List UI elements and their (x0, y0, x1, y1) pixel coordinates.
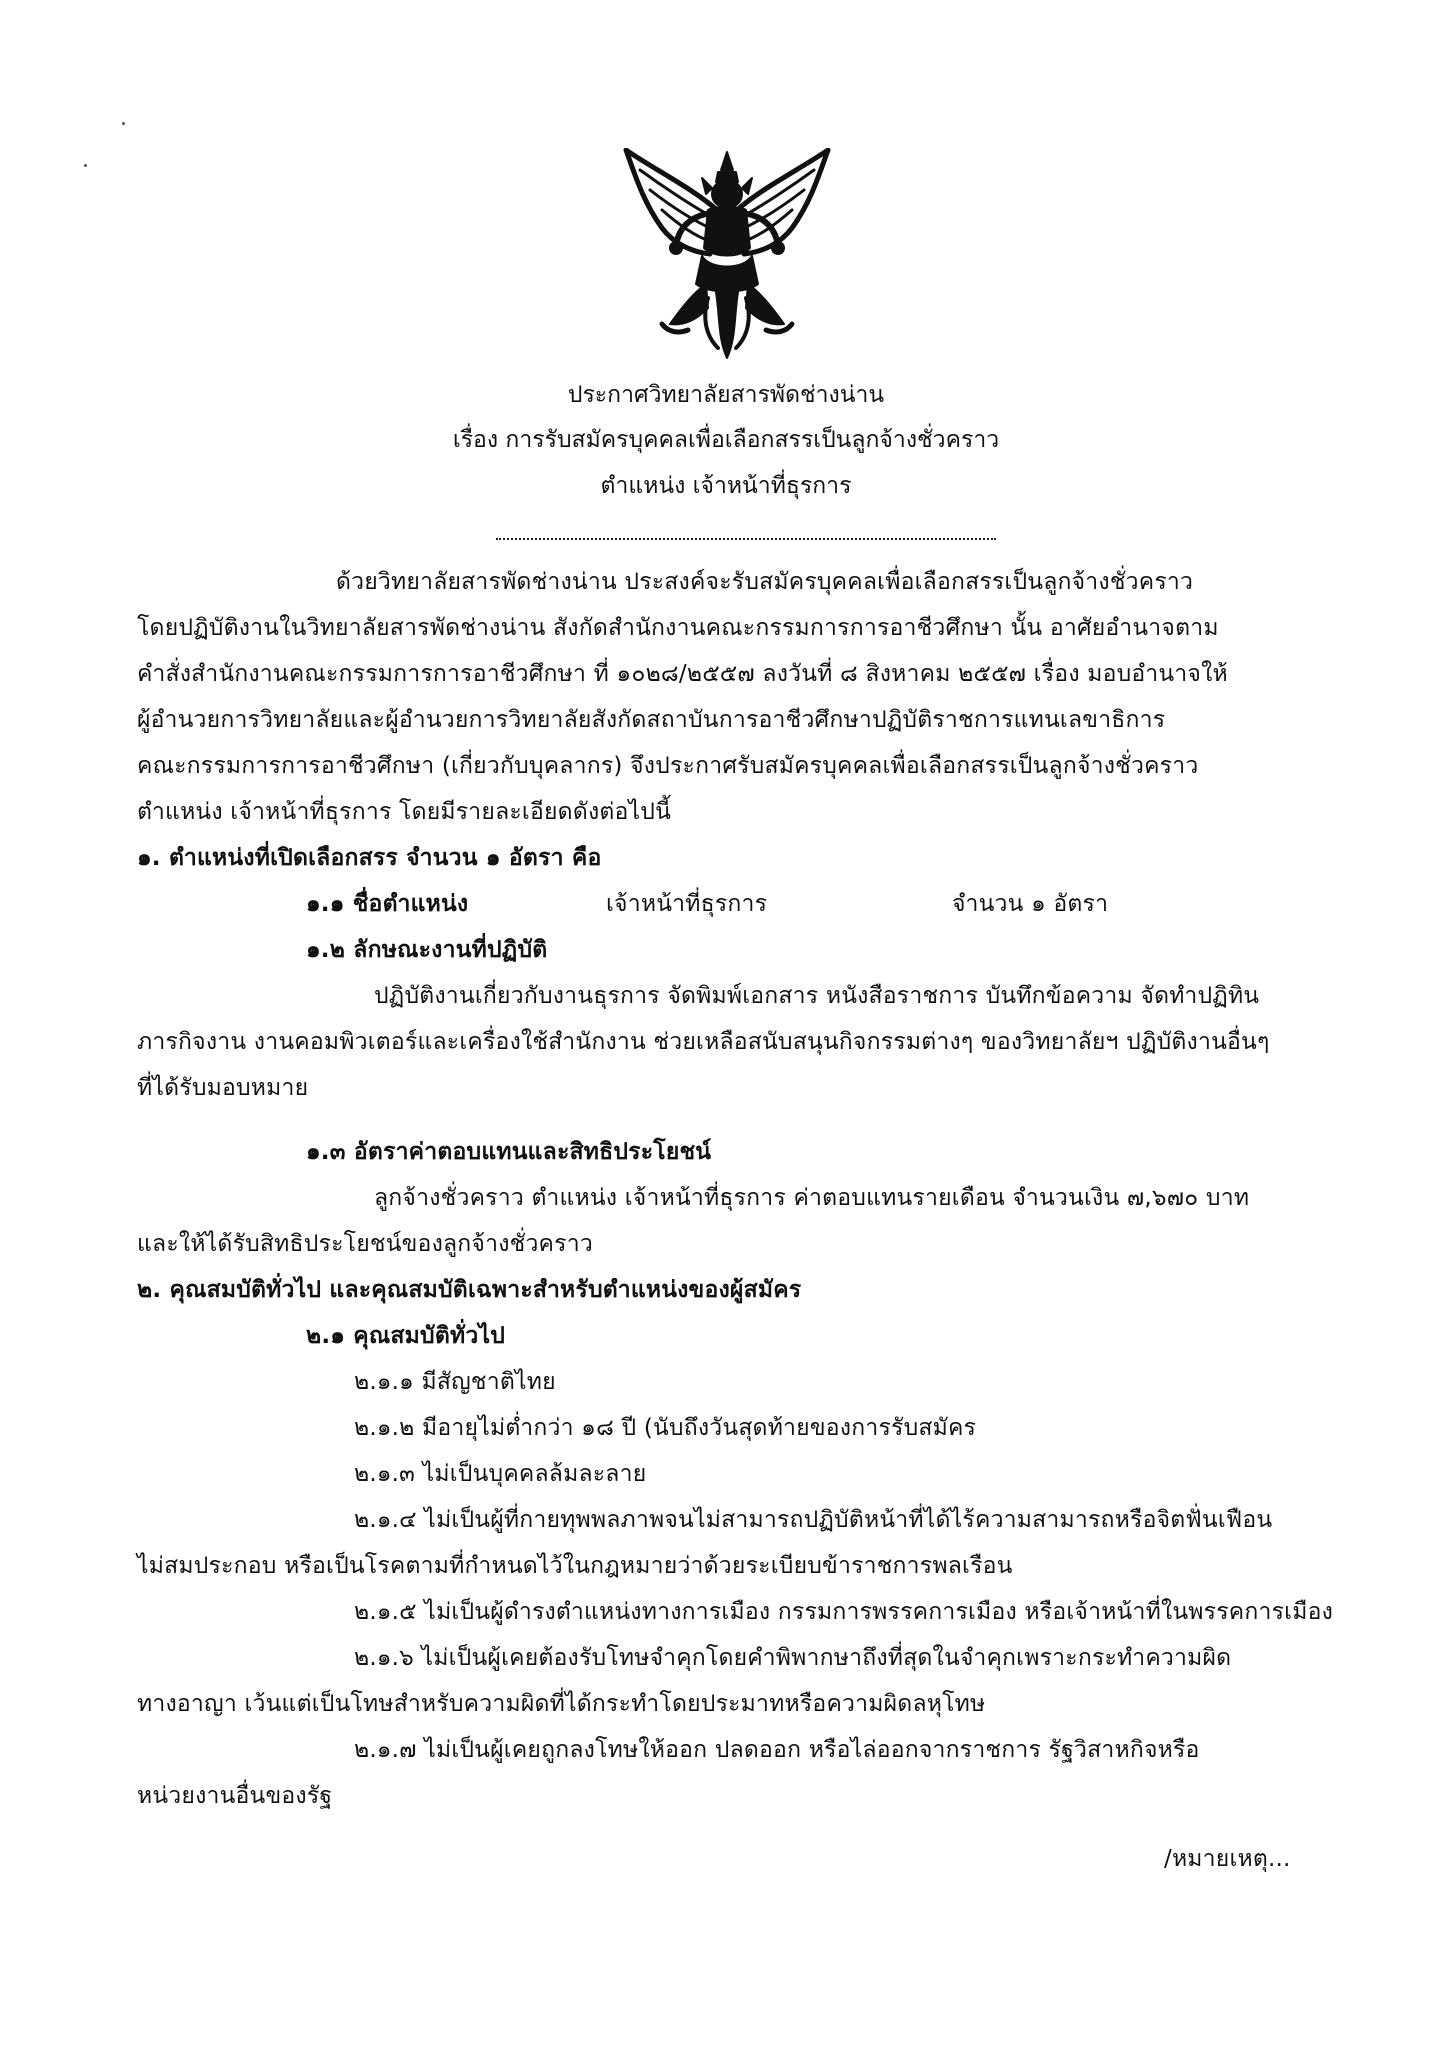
qualification-item: ๒.๑.๑ มีสัญชาติไทย (354, 1369, 556, 1395)
s11-label: ๑.๑ ชื่อตำแหน่ง (306, 891, 469, 917)
qualification-item: ๒.๑.๖ ไม่เป็นผู้เคยต้องรับโทษจำคุกโดยคำพิพากษาถึงที่สุดในจำคุกเพราะกระทำความผิด (354, 1645, 1232, 1671)
qualification-item: ๒.๑.๕ ไม่เป็นผู้ดำรงตำแหน่งทางการเมือง กรรมการพรรคการเมือง หรือเจ้าหน้าที่ในพรรคการเมือง (354, 1599, 1334, 1625)
s12-heading: ๑.๒ ลักษณะงานที่ปฏิบัติ (306, 937, 548, 963)
scan-speck (84, 164, 87, 167)
qualification-item: ๒.๑.๓ ไม่เป็นบุคคลล้มละลาย (354, 1461, 647, 1487)
s12-line: ปฏิบัติงานเกี่ยวกับงานธุรการ จัดพิมพ์เอกสาร หนังสือราชการ บันทึกข้อความ จัดทำปฏิทิน (374, 983, 1260, 1009)
s13-line: และให้ได้รับสิทธิประโยชน์ของลูกจ้างชั่วคราว (137, 1231, 593, 1257)
section-2-heading: ๒. คุณสมบัติทั่วไป และคุณสมบัติเฉพาะสำหรับตำแหน่งของผู้สมัคร (137, 1277, 802, 1303)
s13-heading: ๑.๓ อัตราค่าตอบแทนและสิทธิประโยชน์ (306, 1139, 712, 1165)
dotted-separator (496, 532, 996, 540)
intro-line: คำสั่งสำนักงานคณะกรรมการการอาชีวศึกษา ที่ ๑๐๒๘/๒๕๕๗ ลงวันที่ ๘ สิงหาคม ๒๕๕๗ เรื่อง มอบอำนาจให้ (137, 661, 1228, 687)
announcement-subject: เรื่อง การรับสมัครบุคคลเพื่อเลือกสรรเป็นลูกจ้างชั่วคราว (452, 427, 1000, 453)
garuda-emblem-icon (622, 148, 832, 360)
s11-position-value: เจ้าหน้าที่ธุรการ (606, 891, 768, 917)
qualification-item: ๒.๑.๔ ไม่เป็นผู้ที่กายทุพพลภาพจนไม่สามารถปฏิบัติหน้าที่ได้ไร้ความสามารถหรือจิตฟั่นเฟือน (354, 1507, 1273, 1533)
qualification-item-cont: ทางอาญา เว้นแต่เป็นโทษสำหรับความผิดที่ได้กระทำโดยประมาทหรือความผิดลหุโทษ (137, 1691, 986, 1717)
qualification-item: ๒.๑.๒ มีอายุไม่ต่ำกว่า ๑๘ ปี (นับถึงวันสุดท้ายของการรับสมัคร (354, 1415, 977, 1441)
s12-line: ที่ได้รับมอบหมาย (137, 1075, 309, 1101)
s13-line: ลูกจ้างชั่วคราว ตำแหน่ง เจ้าหน้าที่ธุรการ ค่าตอบแทนรายเดือน จำนวนเงิน ๗,๖๗๐ บาท (374, 1185, 1250, 1211)
s12-line: ภารกิจงาน งานคอมพิวเตอร์และเครื่องใช้สำนักงาน ช่วยเหลือสนับสนุนกิจกรรมต่างๆ ของวิทยาลัยฯ ปฏิบัติงานอื่นๆ (137, 1029, 1270, 1055)
s21-heading: ๒.๑ คุณสมบัติทั่วไป (306, 1323, 506, 1349)
intro-line: คณะกรรมการการอาชีวศึกษา (เกี่ยวกับบุคลากร) จึงประกาศรับสมัครบุคคลเพื่อเลือกสรรเป็นลูกจ้างชั่วคราว (137, 753, 1199, 779)
intro-line: ตำแหน่ง เจ้าหน้าที่ธุรการ โดยมีรายละเอียดดังต่อไปนี้ (137, 799, 672, 825)
announcement-title: ประกาศวิทยาลัยสารพัดช่างน่าน (567, 382, 885, 408)
qualification-item-cont: ไม่สมประกอบ หรือเป็นโรคตามที่กำหนดไว้ในกฎหมายว่าด้วยระเบียบข้าราชการพลเรือน (137, 1553, 1013, 1579)
section-1-heading: ๑. ตำแหน่งที่เปิดเลือกสรร จำนวน ๑ อัตรา คือ (137, 845, 602, 871)
scan-speck (122, 122, 125, 125)
intro-line: โดยปฏิบัติงานในวิทยาลัยสารพัดช่างน่าน สังกัดสำนักงานคณะกรรมการการอาชีวศึกษา นั้น อาศัยอำนาจตาม (137, 615, 1219, 641)
qualification-item: ๒.๑.๗ ไม่เป็นผู้เคยถูกลงโทษให้ออก ปลดออก หรือไล่ออกจากราชการ รัฐวิสาหกิจหรือ (354, 1737, 1200, 1763)
qualification-item-cont: หน่วยงานอื่นของรัฐ (137, 1783, 333, 1809)
intro-line: ด้วยวิทยาลัยสารพัดช่างน่าน ประสงค์จะรับสมัครบุคคลเพื่อเลือกสรรเป็นลูกจ้างชั่วคราว (336, 569, 1194, 595)
announcement-position: ตำแหน่ง เจ้าหน้าที่ธุรการ (600, 473, 852, 499)
continuation-note: /หมายเหตุ... (1164, 1846, 1291, 1872)
intro-line: ผู้อำนวยการวิทยาลัยและผู้อำนวยการวิทยาลัยสังกัดสถาบันการอาชีวศึกษาปฏิบัติราชการแทนเลขาธิการ (137, 707, 1166, 733)
s11-count: จำนวน ๑ อัตรา (952, 891, 1109, 917)
